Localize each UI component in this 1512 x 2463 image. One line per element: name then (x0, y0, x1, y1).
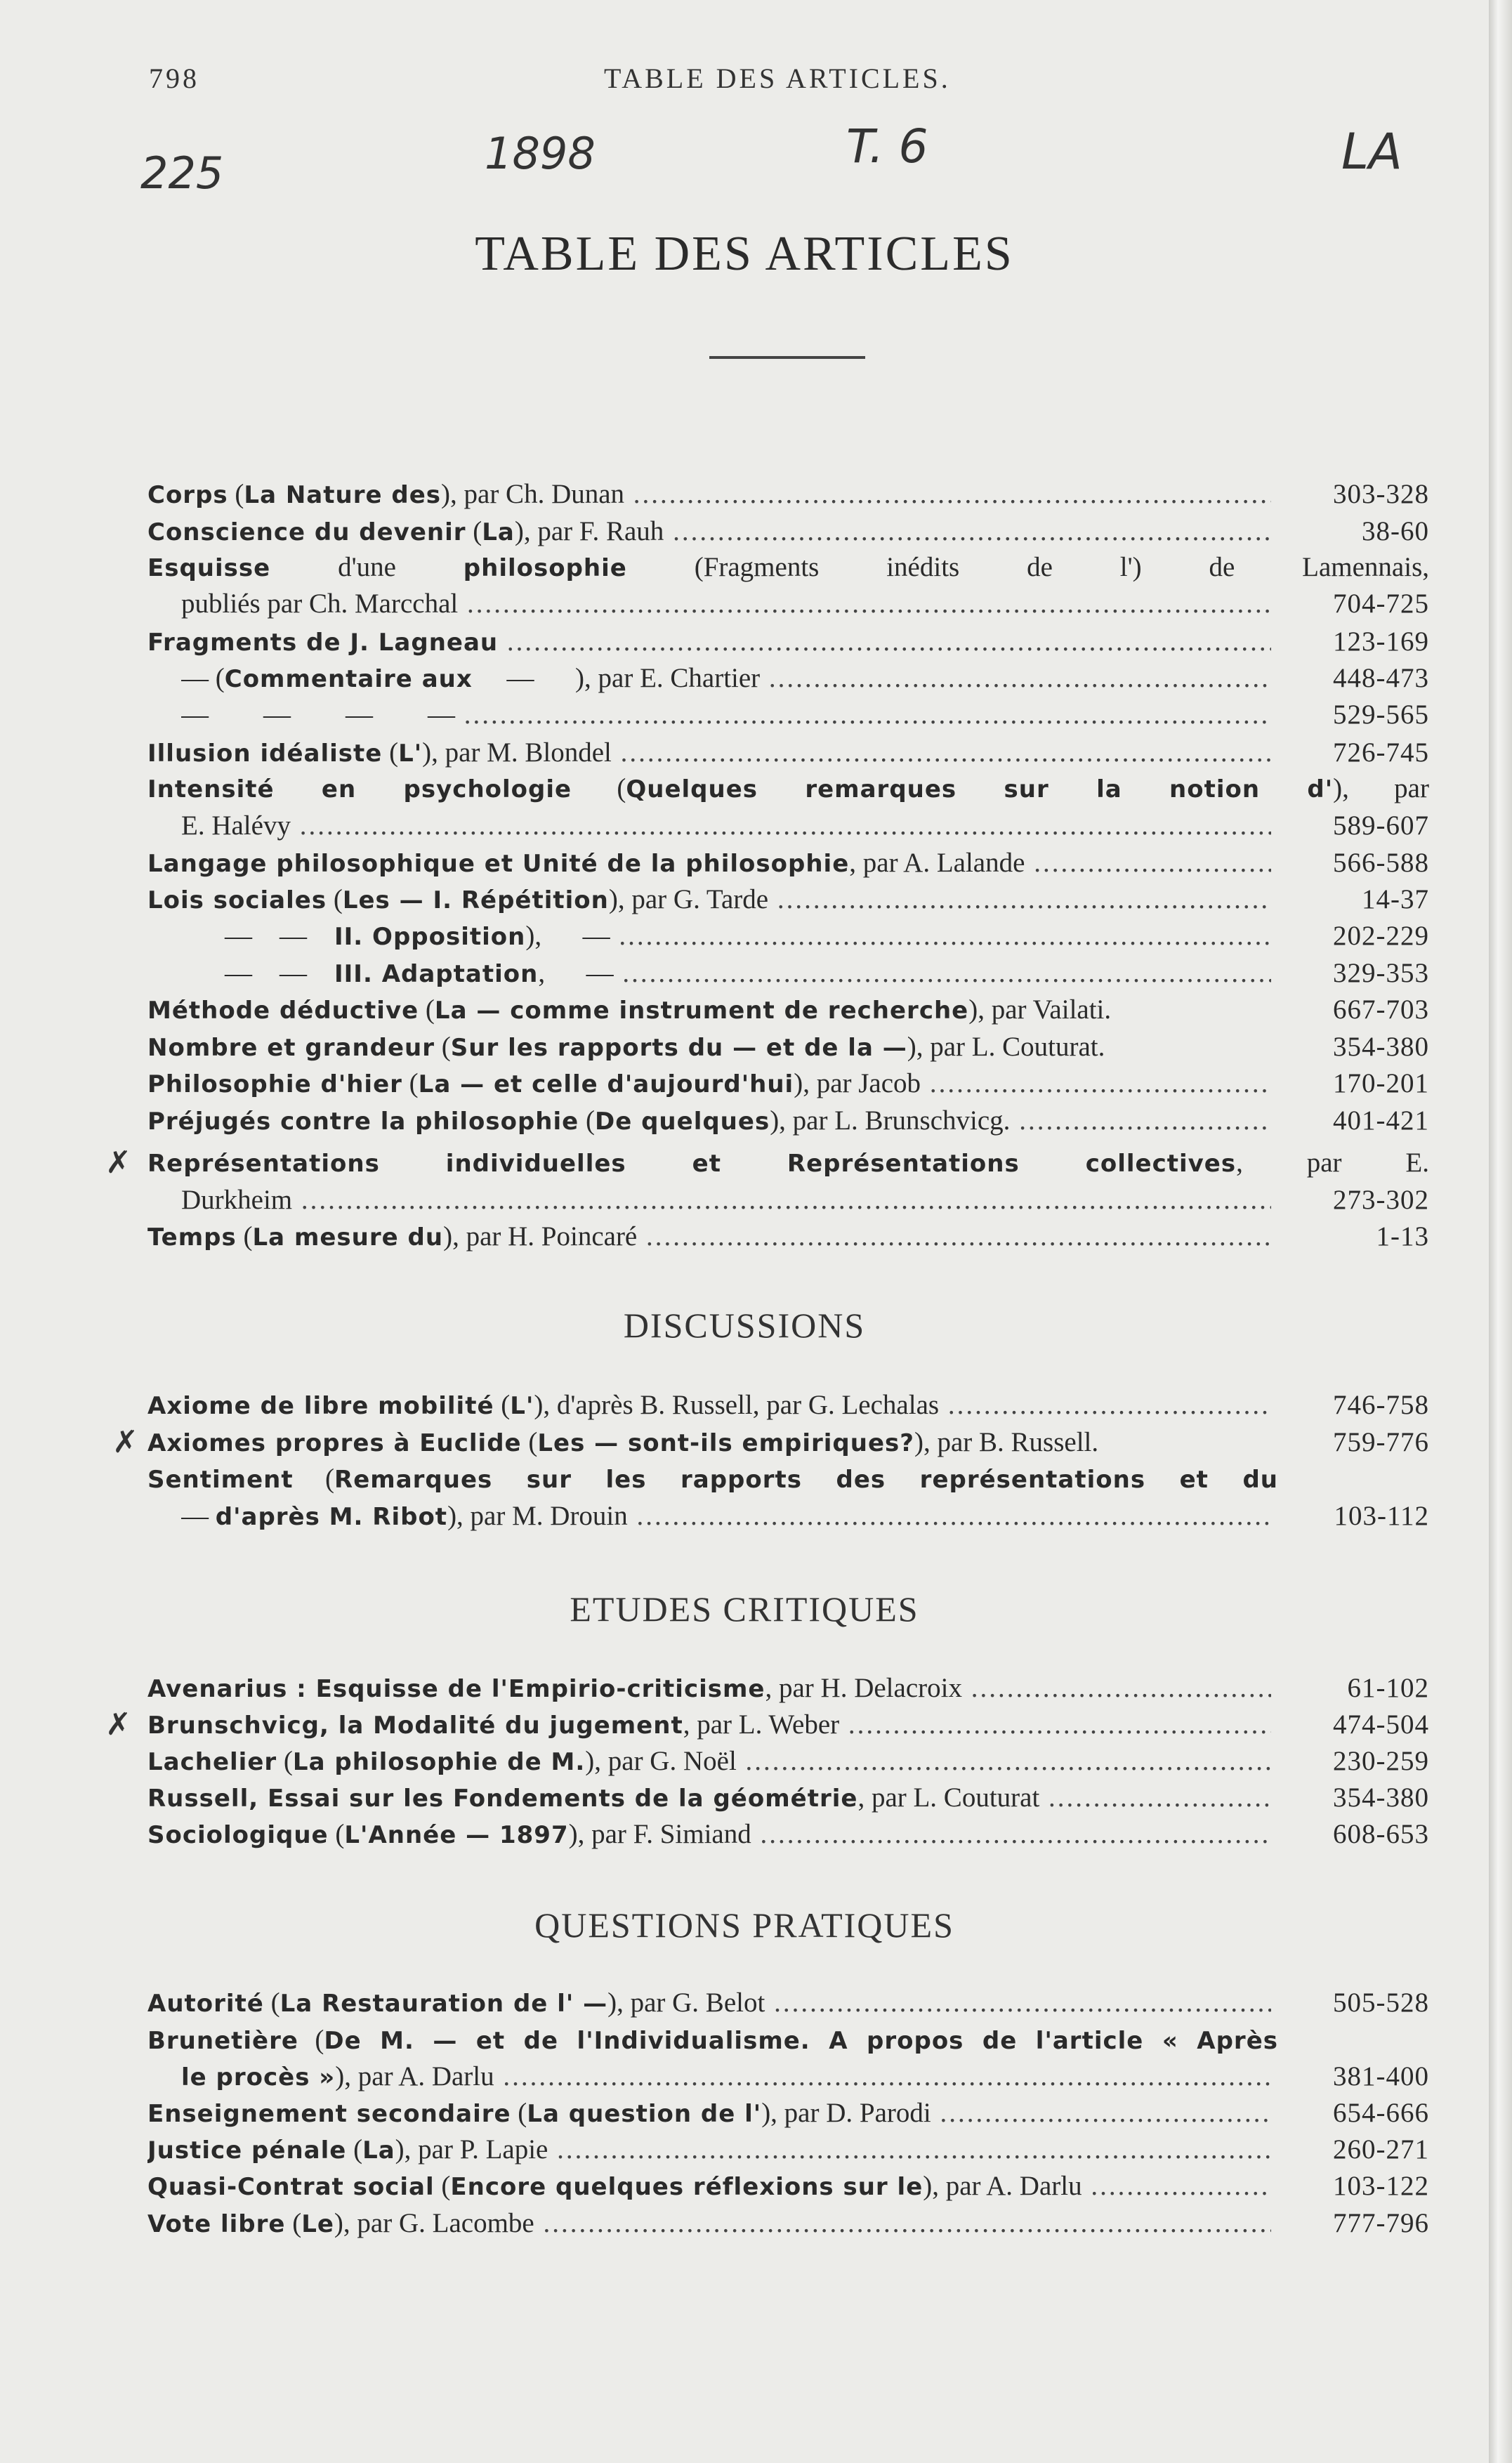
list-item: Temps (La mesure du), par H. Poincaré ..... 1-13 (147, 1219, 1429, 1255)
list-item: — d'après M. Ribot), par M. Drouin ..... 103-112 (147, 1498, 1429, 1535)
list-item: Nombre et grandeur (Sur les rapports du — et de la —), par L. Couturat. 354-380 (147, 1029, 1429, 1065)
list-item: Sentiment (Remarques sur les rapports des représentations et du (147, 1464, 1278, 1494)
list-item: Axiomes propres à Euclide (Les — sont-ils empiriques?), par B. Russell. 759-776 (147, 1424, 1429, 1461)
section-heading-questions-pratiques: QUESTIONS PRATIQUES (534, 1905, 954, 1945)
list-item: Lois sociales (Les — I. Répétition), par G. Tarde ..... 14-37 (147, 881, 1429, 918)
margin-mark-icon: ✗ (105, 1145, 131, 1181)
list-item: Illusion idéaliste (L'), par M. Blondel ..... 726-745 (147, 735, 1429, 771)
list-item: Intensité en psychologie (Quelques remarques sur la notion d'), par (147, 773, 1429, 803)
list-item: publiés par Ch. Marcchal ..... 704-725 (147, 586, 1429, 622)
margin-mark-icon: ✗ (105, 1707, 131, 1742)
section-heading-etudes-critiques: ETUDES CRITIQUES (570, 1589, 919, 1629)
list-item: — — — — ..... 529-565 (147, 697, 1429, 733)
handwritten-note-right: LA (1341, 123, 1402, 180)
list-item: Enseignement secondaire (La question de l'), par D. Parodi ..... 654-666 (147, 2095, 1429, 2132)
list-item: Justice pénale (La), par P. Lapie ..... 260-271 (147, 2132, 1429, 2168)
page-title: TABLE DES ARTICLES (475, 227, 1014, 281)
handwritten-note-year: 1898 (485, 128, 596, 179)
section-heading-discussions: DISCUSSIONS (623, 1306, 866, 1345)
list-item: Russell, Essai sur les Fondements de la géométrie, par L. Couturat ..... 354-380 (147, 1780, 1429, 1816)
list-item: — — II. Opposition), — ..... 202-229 (147, 918, 1429, 954)
list-item: Philosophie d'hier (La — et celle d'aujourd'hui), par Jacob ..... 170-201 (147, 1065, 1429, 1102)
list-item: Corps (La Nature des), par Ch. Dunan ..... 303-328 (147, 476, 1429, 513)
list-item: Axiome de libre mobilité (L'), d'après B. Russell, par G. Lechalas ..... 746-758 (147, 1387, 1429, 1424)
list-item: Durkheim ..... 273-302 (147, 1182, 1429, 1219)
list-item: Lachelier (La philosophie de M.), par G. Noël ..... 230-259 (147, 1743, 1429, 1780)
list-item: E. Halévy ..... 589-607 (147, 808, 1429, 844)
margin-mark-icon: ✗ (112, 1424, 138, 1460)
list-item: Brunetière (De M. — et de l'Individualisme. A propos de l'article « Après (147, 2025, 1278, 2055)
list-item: le procès »), par A. Darlu ..... 381-400 (147, 2058, 1429, 2095)
handwritten-note-volume: T. 6 (846, 119, 928, 173)
list-item: Autorité (La Restauration de l' —), par G. Belot ..... 505-528 (147, 1985, 1429, 2021)
list-item: Conscience du devenir (La), par F. Rauh ..... 38-60 (147, 513, 1429, 550)
title-rule (709, 356, 865, 359)
page-edge (1489, 0, 1512, 2463)
running-head (0, 62, 1489, 97)
page-number: 798 (149, 63, 199, 94)
list-item: Préjugés contre la philosophie (De quelques), par L. Brunschvicg. ..... 401-421 (147, 1103, 1429, 1139)
handwritten-note-left: 225 (140, 147, 224, 199)
list-item: Langage philosophique et Unité de la philosophie, par A. Lalande ..... 566-588 (147, 845, 1429, 881)
list-item: — (Commentaire aux — ), par E. Chartier ..... 448-473 (147, 660, 1429, 697)
list-item: Vote libre (Le), par G. Lacombe ..... 777-796 (147, 2205, 1429, 2242)
list-item: Sociologique (L'Année — 1897), par F. Simiand ..... 608-653 (147, 1816, 1429, 1853)
list-item: Esquisse d'une philosophie (Fragments inédits de l') de Lamennais, (147, 552, 1429, 582)
list-item: Fragments de J. Lagneau ..... 123-169 (147, 624, 1429, 660)
list-item: Méthode déductive (La — comme instrument de recherche), par Vailati. 667-703 (147, 992, 1429, 1028)
list-item: Représentations individuelles et Représentations collectives, par E. (147, 1148, 1429, 1178)
list-item: Brunschvicg, la Modalité du jugement, par L. Weber ..... 474-504 (147, 1707, 1429, 1743)
list-item: — — III. Adaptation, — ..... 329-353 (147, 955, 1429, 992)
running-title: TABLE DES ARTICLES. (604, 63, 951, 94)
list-item: Avenarius : Esquisse de l'Empirio-criticisme, par H. Delacroix ..... 61-102 (147, 1670, 1429, 1707)
list-item: Quasi-Contrat social (Encore quelques réflexions sur le), par A. Darlu ..... 103-122 (147, 2168, 1429, 2205)
